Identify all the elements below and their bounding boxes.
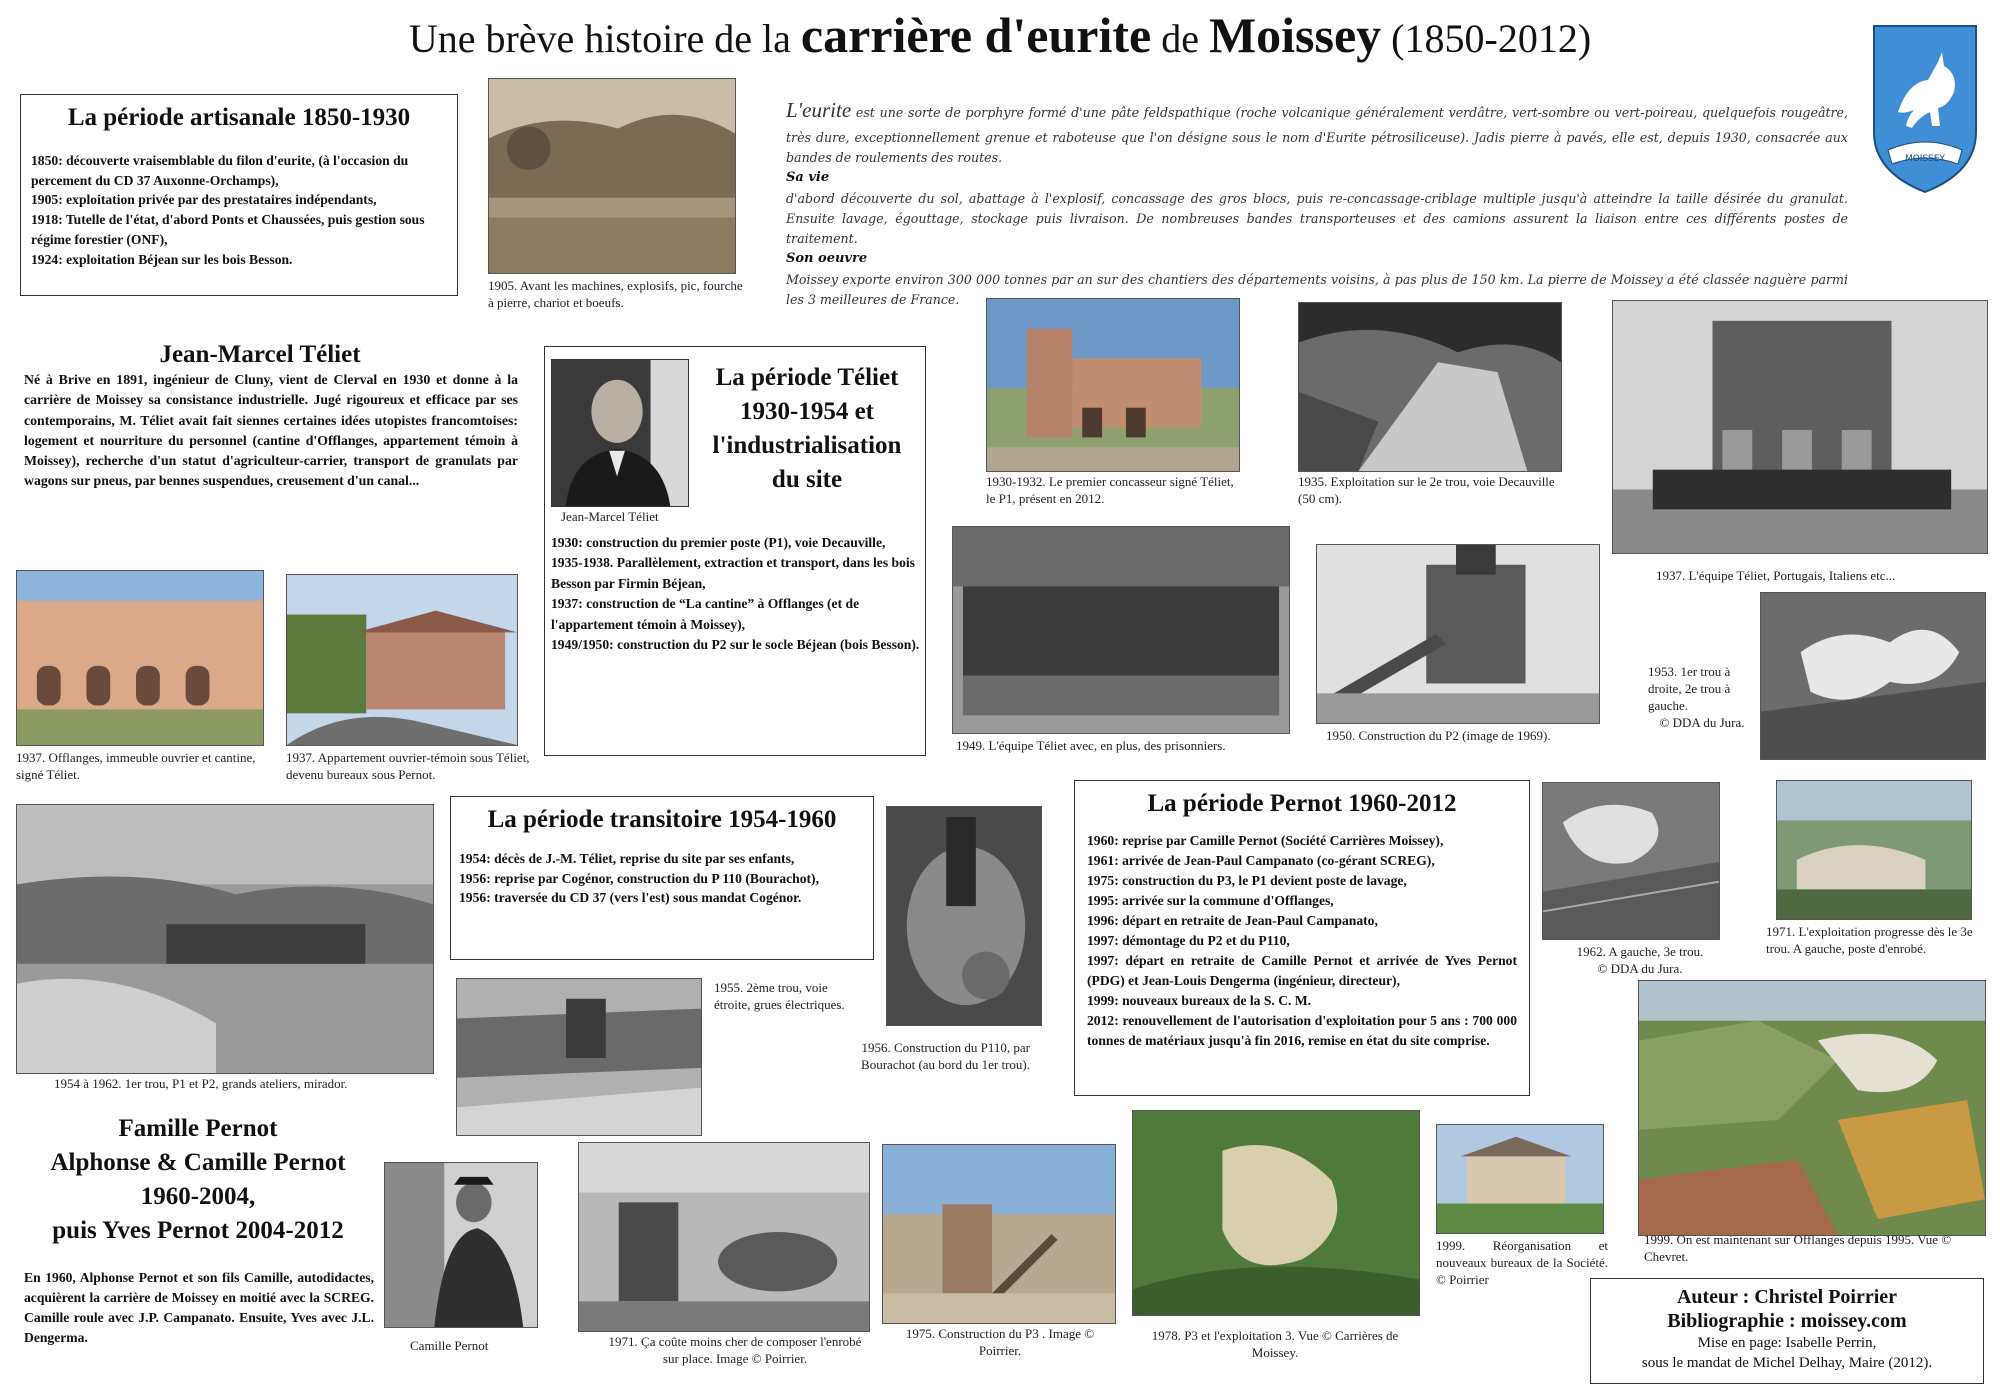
eurite-life-text: d'abord découverte du sol, abattage à l'explosif, concassage des gros blocs, puis re-concassage-criblage multiple jusqu'à atteindre la taille désirée du granulat. Ensuite lavage, égouttage, stockage puis livraison. De nombreuses bandes transporteuses et des camions assurent la liaison entre ces différents postes de traitement. — [786, 190, 1848, 246]
credits-layout: Mise en page: Isabelle Perrin, — [1697, 1335, 1877, 1351]
caption-1950: 1950. Construction du P2 (image de 1969). — [1326, 728, 1551, 743]
photo-1999-aerial — [1638, 980, 1986, 1236]
teliet-line: 1949/1950: construction du P2 sur le socle Béjean (bois Besson). — [551, 636, 920, 652]
title-part-1: Une brève histoire de la — [408, 16, 791, 61]
photo-1971-aerial — [1776, 780, 1972, 920]
page-title — [0, 8, 2000, 63]
famille-heading-line: 1960-2004, — [140, 1183, 256, 1210]
famille-text: En 1960, Alphonse Pernot et son fils Camille, autodidactes, acquièrent la carrière de Moissey en moitié avec la SCREG. Camille roule avec J.P. Campanato. Ensuite, Yves avec J.L. Dengerma. — [24, 1270, 374, 1345]
photo-1954 — [16, 804, 434, 1074]
caption-1937-appartement: 1937. Appartement ouvrier-témoin sous Téliet, devenu bureaux sous Pernot. — [286, 750, 530, 782]
photo-1950 — [1316, 544, 1600, 724]
artisanale-line: 1905: exploitation privée par des prestataires indépendants, — [31, 192, 377, 208]
pernot-line: 1997: départ en retraite de Camille Pernot et arrivée de Yves Pernot (PDG) et Jean-Louis Dengerma (ingénieur, directeur), — [1087, 952, 1517, 988]
photo-1975 — [882, 1144, 1116, 1324]
crest-banner: MOISSEY — [1904, 154, 1946, 164]
famille-heading-line: puis Yves Pernot 2004-2012 — [52, 1217, 344, 1244]
caption-1978: 1978. P3 et l'exploitation 3. Vue © Carrières de Moissey. — [1151, 1328, 1399, 1360]
photo-1999-office — [1436, 1124, 1604, 1234]
pernot-line: 1996: départ en retraite de Jean-Paul Campanato, — [1087, 912, 1378, 928]
photo-1930 — [986, 298, 1240, 472]
pernot-line: 1995: arrivée sur la commune d'Offlanges, — [1087, 892, 1334, 908]
caption-1955: 1955. 2ème trou, voie étroite, grues électriques. — [714, 980, 845, 1012]
photo-1962 — [1542, 782, 1720, 940]
photo-1935 — [1298, 302, 1562, 472]
teliet-heading-line: La période Téliet — [715, 364, 899, 391]
famille-heading-line: Alphonse & Camille Pernot — [50, 1149, 346, 1176]
caption-1935: 1935. Exploitation sur le 2e trou, voie Decauville (50 cm). — [1298, 474, 1555, 506]
pernot-line: 1975: construction du P3, le P1 devient poste de lavage, — [1087, 872, 1407, 888]
artisanale-box — [20, 94, 458, 296]
photo-1955 — [456, 978, 702, 1136]
teliet-heading-line: l'industrialisation — [712, 432, 902, 459]
portrait-caption: Jean-Marcel Téliet — [561, 509, 659, 524]
caption-1975: 1975. Construction du P3 . Image © Poirrier. — [905, 1326, 1095, 1358]
transitoire-line: 1956: reprise par Cogénor, construction du P 110 (Bourachot), — [459, 870, 819, 886]
teliet-heading-line: du site — [771, 466, 843, 493]
transitoire-line: 1954: décès de J.-M. Téliet, reprise du site par ses enfants, — [459, 851, 795, 866]
portrait-teliet — [551, 359, 689, 507]
teliet-period-box — [544, 346, 926, 756]
caption-1956: 1956. Construction du P110, par Bourachot (au bord du 1er trou). — [861, 1040, 1030, 1072]
pernot-line: 1960: reprise par Camille Pernot (Société Carrières Moissey), — [1087, 833, 1444, 848]
pernot-period-heading: La période Pernot 1960-2012 — [1147, 790, 1457, 817]
photo-1971-enrobe — [578, 1142, 870, 1332]
famille-heading — [20, 1112, 376, 1248]
caption-1999-aerial: 1999. On est maintenant sur Offlanges depuis 1995. Vue © Chevret. — [1644, 1232, 1952, 1264]
title-part-3: de — [1161, 16, 1199, 61]
title-part-2: carrière d'eurite — [800, 7, 1152, 63]
credits-biblio: Bibliographie : moissey.com — [1667, 1310, 1907, 1332]
photo-1937-offlanges — [16, 570, 264, 746]
photo-1978 — [1132, 1110, 1420, 1316]
teliet-period-heading — [693, 361, 921, 497]
transitoire-heading: La période transitoire 1954-1960 — [487, 806, 837, 833]
caption-1905: 1905. Avant les machines, explosifs, pic, fourche à pierre, chariot et boeufs. — [488, 278, 743, 310]
artisanale-line: 1850: découverte vraisemblable du filon d'eurite, (à l'occasion du percement du CD 37 Auxonne-Orchamps), — [31, 153, 409, 188]
caption-1971-aerial: 1971. L'exploitation progresse dès le 3e trou. A gauche, poste d'enrobé. — [1766, 924, 1973, 956]
pernot-line: 1961: arrivée de Jean-Paul Campanato (co-gérant SCREG), — [1087, 852, 1435, 868]
caption-1949: 1949. L'équipe Téliet avec, en plus, des prisonniers. — [956, 738, 1226, 753]
famille-heading-line: Famille Pernot — [118, 1115, 278, 1142]
photo-1937-team — [1612, 300, 1988, 554]
caption-1962-credit: © DDA du Jura. — [1597, 960, 1683, 976]
caption-1962 — [1560, 944, 1720, 978]
teliet-line: 1930: construction du premier poste (P1), voie Decauville, — [551, 535, 886, 550]
eurite-work-heading: Son oeuvre — [786, 251, 868, 267]
credits-box — [1590, 1278, 1984, 1384]
photo-1949 — [952, 526, 1290, 734]
caption-1937-offlanges: 1937. Offlanges, immeuble ouvrier et cantine, signé Téliet. — [16, 750, 256, 782]
eurite-work-text: Moissey exporte environ 300 000 tonnes par an sur des chantiers des départements voisins, à pas plus de 150 km. La pierre de Moissey a été classée naguère parmi les 3 meilleures de France. — [786, 271, 1848, 308]
eurite-lead-word: L'eurite — [786, 98, 852, 122]
pernot-line: 1997: démontage du P2 et du P110, — [1087, 932, 1290, 948]
caption-1999-office: 1999. Réorganisation et nouveaux bureaux de la Société. © Poirrier — [1436, 1238, 1608, 1287]
transitoire-line: 1956: traversée du CD 37 (vers l'est) sous mandat Cogénor. — [459, 890, 802, 906]
artisanale-line: 1918: Tutelle de l'état, d'abord Ponts et Chaussées, puis gestion sous régime forestier (ONF), — [31, 212, 425, 247]
title-part-5: (1850-2012) — [1391, 16, 1592, 61]
caption-1954: 1954 à 1962. 1er trou, P1 et P2, grands ateliers, mirador. — [54, 1076, 348, 1091]
photo-camille-pernot — [384, 1162, 538, 1328]
caption-1937-team: 1937. L'équipe Téliet, Portugais, Italiens etc... — [1656, 568, 1896, 583]
eurite-life-heading: Sa vie — [786, 169, 830, 185]
credits-mandate: sous le mandat de Michel Delhay, Maire (2012). — [1641, 1354, 1933, 1371]
teliet-bio-heading: Jean-Marcel Téliet — [159, 341, 361, 368]
teliet-heading-line: 1930-1954 et — [740, 398, 874, 425]
caption-1971-enrobe: 1971. Ça coûte moins cher de composer l'enrobé sur place. Image © Poirrier. — [608, 1334, 862, 1366]
photo-1937-appartement — [286, 574, 518, 746]
coat-of-arms — [1868, 22, 1982, 194]
unicorn-crest-icon — [1868, 22, 1982, 194]
photo-1956 — [886, 806, 1042, 1026]
teliet-bio-text: Né à Brive en 1891, ingénieur de Cluny, vient de Clerval en 1930 et donne à la carrière de Moissey sa consistance industrielle. Jugé rigoureux et efficace par ses contemporains, M. Téliet avait fait siennes certaines idées utopistes francomtoises: logement et nourriture du personnel (cantine d'Offlanges, appartement témoin à Moissey), recherche d'un statut d'agriculteur-carrier, transport de granulats par wagons sur pneus, par bennes suspendues, creusement d'un canal... — [24, 372, 518, 489]
caption-1962-text: 1962. A gauche, 3e trou. — [1576, 944, 1704, 959]
teliet-line: 1937: construction de “La cantine” à Offlanges (et de — [551, 596, 860, 612]
photo-1905 — [488, 78, 736, 274]
credits-author: Auteur : Christel Poirrier — [1676, 1286, 1898, 1308]
pernot-line: 2012: renouvellement de l'autorisation d'exploitation pour 5 ans : 700 000 tonnes de matériaux jusqu'à fin 2016, remise en état du site comprise. — [1087, 1012, 1517, 1048]
eurite-description — [786, 94, 1848, 310]
pernot-line: 1999: nouveaux bureaux de la S. C. M. — [1087, 992, 1312, 1008]
artisanale-heading: La période artisanale 1850-1930 — [67, 104, 411, 131]
title-part-4: Moissey — [1208, 7, 1382, 63]
caption-1930: 1930-1932. Le premier concasseur signé Téliet, le P1, présent en 2012. — [986, 474, 1234, 506]
transitoire-box — [450, 796, 874, 960]
caption-1953-text: 1953. 1er trou à droite, 2e trou à gauche. — [1648, 664, 1731, 713]
photo-1953 — [1760, 592, 1986, 760]
artisanale-line: 1924: exploitation Béjean sur les bois Besson. — [31, 251, 293, 267]
caption-1953-credit: © DDA du Jura. — [1659, 714, 1745, 730]
teliet-line: 1935-1938. Parallèlement, extraction et transport, dans les bois Besson par Firmin Béjean, — [551, 555, 915, 591]
caption-camille: Camille Pernot — [410, 1338, 489, 1353]
eurite-intro: est une sorte de porphyre formé d'une pâte feldspathique (roche volcanique généralement verdâtre, vert-sombre ou vert-poireau, quelquefois rougeâtre, très dure, exceptionnellement grenue et raboteuse que l'on désigne sous le nom d'Eurite pétrosiliceuse). Jadis pierre à pavés, elle est, depuis 1930, consacrée aux bandes de roulements des routes. — [786, 105, 1848, 165]
pernot-period-box — [1074, 780, 1530, 1096]
caption-1953 — [1648, 664, 1756, 732]
teliet-line: l'appartement témoin à Moissey), — [551, 616, 746, 632]
